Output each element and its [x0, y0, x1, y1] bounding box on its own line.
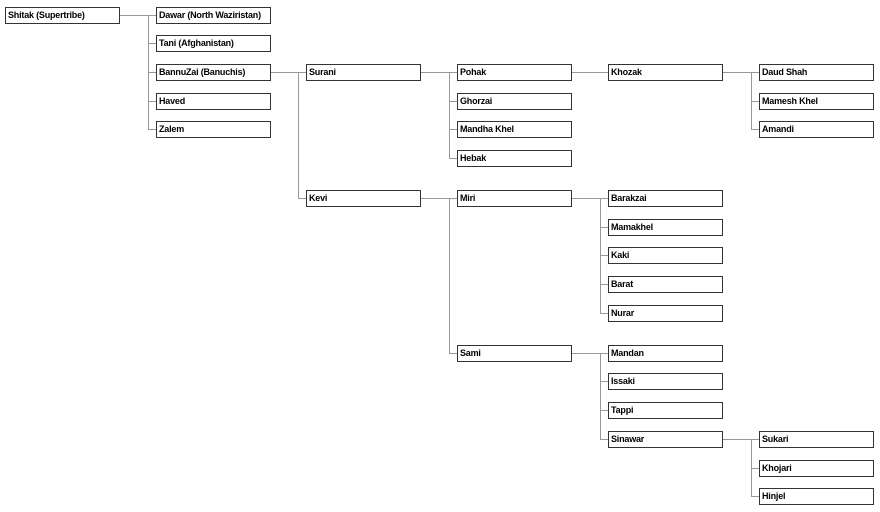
- connector-line: [600, 353, 601, 440]
- connector-line: [421, 72, 450, 73]
- tree-node-mamesh-khel: [759, 93, 874, 110]
- tree-node-label: Daud Shah: [762, 67, 808, 77]
- connector-line: [751, 101, 759, 102]
- connector-line: [751, 129, 759, 130]
- tree-node-label: Dawar (North Waziristan): [159, 10, 261, 20]
- tree-node-hebak: [457, 150, 572, 167]
- tree-node-label: Surani: [309, 67, 336, 77]
- tree-node-haved: [156, 93, 271, 110]
- tree-node-daud-shah: [759, 64, 874, 81]
- connector-line: [600, 381, 608, 382]
- connector-line: [298, 198, 306, 199]
- connector-line: [600, 198, 608, 199]
- tree-node-label: BannuZai (Banuchis): [159, 67, 246, 77]
- tree-node-hinjel: [759, 488, 874, 505]
- tree-node-nurar: [608, 305, 723, 322]
- connector-line: [449, 101, 457, 102]
- tree-node-label: Mamakhel: [611, 222, 653, 232]
- connector-line: [449, 198, 457, 199]
- tree-node-label: Hinjel: [762, 491, 786, 501]
- tree-node-khojari: [759, 460, 874, 477]
- tree-node-label: Ghorzai: [460, 96, 493, 106]
- connector-line: [572, 198, 601, 199]
- connector-line: [148, 43, 156, 44]
- tree-node-label: Issaki: [611, 376, 635, 386]
- tree-node-label: Khojari: [762, 463, 792, 473]
- connector-line: [449, 129, 457, 130]
- tree-node-label: Kevi: [309, 193, 328, 203]
- tree-node-label: Barat: [611, 279, 634, 289]
- connector-line: [449, 72, 450, 159]
- connector-line: [148, 72, 156, 73]
- connector-line: [449, 353, 457, 354]
- tree-node-tappi: [608, 402, 723, 419]
- tree-node-sukari: [759, 431, 874, 448]
- tree-node-label: Hebak: [460, 153, 487, 163]
- tree-node-label: Tani (Afghanistan): [159, 38, 234, 48]
- tree-node-label: Amandi: [762, 124, 794, 134]
- connector-line: [572, 72, 601, 73]
- connector-line: [751, 72, 759, 73]
- tree-node-label: Barakzai: [611, 193, 647, 203]
- connector-line: [298, 72, 299, 199]
- connector-line: [600, 439, 608, 440]
- connector-line: [600, 313, 608, 314]
- tree-node-amandi: [759, 121, 874, 138]
- connector-line: [120, 15, 149, 16]
- connector-line: [271, 72, 299, 73]
- tree-node-zalem: [156, 121, 271, 138]
- tree-node-sami: [457, 345, 572, 362]
- tree-node-label: Sukari: [762, 434, 789, 444]
- tree-node-mandha-khel: [457, 121, 572, 138]
- connector-line: [600, 255, 608, 256]
- tree-node-label: Nurar: [611, 308, 635, 318]
- tree-node-label: Haved: [159, 96, 186, 106]
- tree-node-bannuzai: [156, 64, 271, 81]
- tree-node-miri: [457, 190, 572, 207]
- connector-line: [600, 284, 608, 285]
- connector-line: [751, 496, 759, 497]
- tree-node-label: Kaki: [611, 250, 630, 260]
- tree-node-label: Tappi: [611, 405, 634, 415]
- connector-line: [148, 15, 156, 16]
- connector-line: [449, 72, 457, 73]
- tree-node-mamakhel: [608, 219, 723, 236]
- tree-node-label: Mandan: [611, 348, 644, 358]
- tree-node-label: Mamesh Khel: [762, 96, 818, 106]
- tree-node-barat: [608, 276, 723, 293]
- tree-node-surani: [306, 64, 421, 81]
- tree-node-sinawar: [608, 431, 723, 448]
- connector-line: [298, 72, 306, 73]
- tree-node-shitak: [5, 7, 120, 24]
- connector-line: [148, 129, 156, 130]
- tree-node-ghorzai: [457, 93, 572, 110]
- tree-node-tani: [156, 35, 271, 52]
- tree-node-label: Shitak (Supertribe): [8, 10, 85, 20]
- tree-node-pohak: [457, 64, 572, 81]
- connector-line: [600, 227, 608, 228]
- tree-node-label: Sinawar: [611, 434, 645, 444]
- connector-line: [449, 198, 450, 354]
- connector-line: [148, 101, 156, 102]
- tree-node-kaki: [608, 247, 723, 264]
- tree-node-khozak: [608, 64, 723, 81]
- connector-line: [600, 72, 608, 73]
- connector-line: [600, 353, 608, 354]
- tree-node-label: Zalem: [159, 124, 185, 134]
- tree-node-mandan: [608, 345, 723, 362]
- tree-node-label: Sami: [460, 348, 481, 358]
- connector-line: [449, 158, 457, 159]
- connector-line: [572, 353, 601, 354]
- connector-line: [723, 72, 752, 73]
- tree-node-barakzai: [608, 190, 723, 207]
- tree-node-kevi: [306, 190, 421, 207]
- connector-line: [421, 198, 450, 199]
- connector-line: [723, 439, 752, 440]
- tree-node-issaki: [608, 373, 723, 390]
- connector-line: [600, 198, 601, 314]
- tree-node-label: Miri: [460, 193, 476, 203]
- tree-node-label: Pohak: [460, 67, 487, 77]
- connector-line: [600, 410, 608, 411]
- tree-node-label: Mandha Khel: [460, 124, 514, 134]
- connector-line: [751, 468, 759, 469]
- tree-node-label: Khozak: [611, 67, 642, 77]
- tree-node-dawar: [156, 7, 271, 24]
- connector-line: [751, 439, 759, 440]
